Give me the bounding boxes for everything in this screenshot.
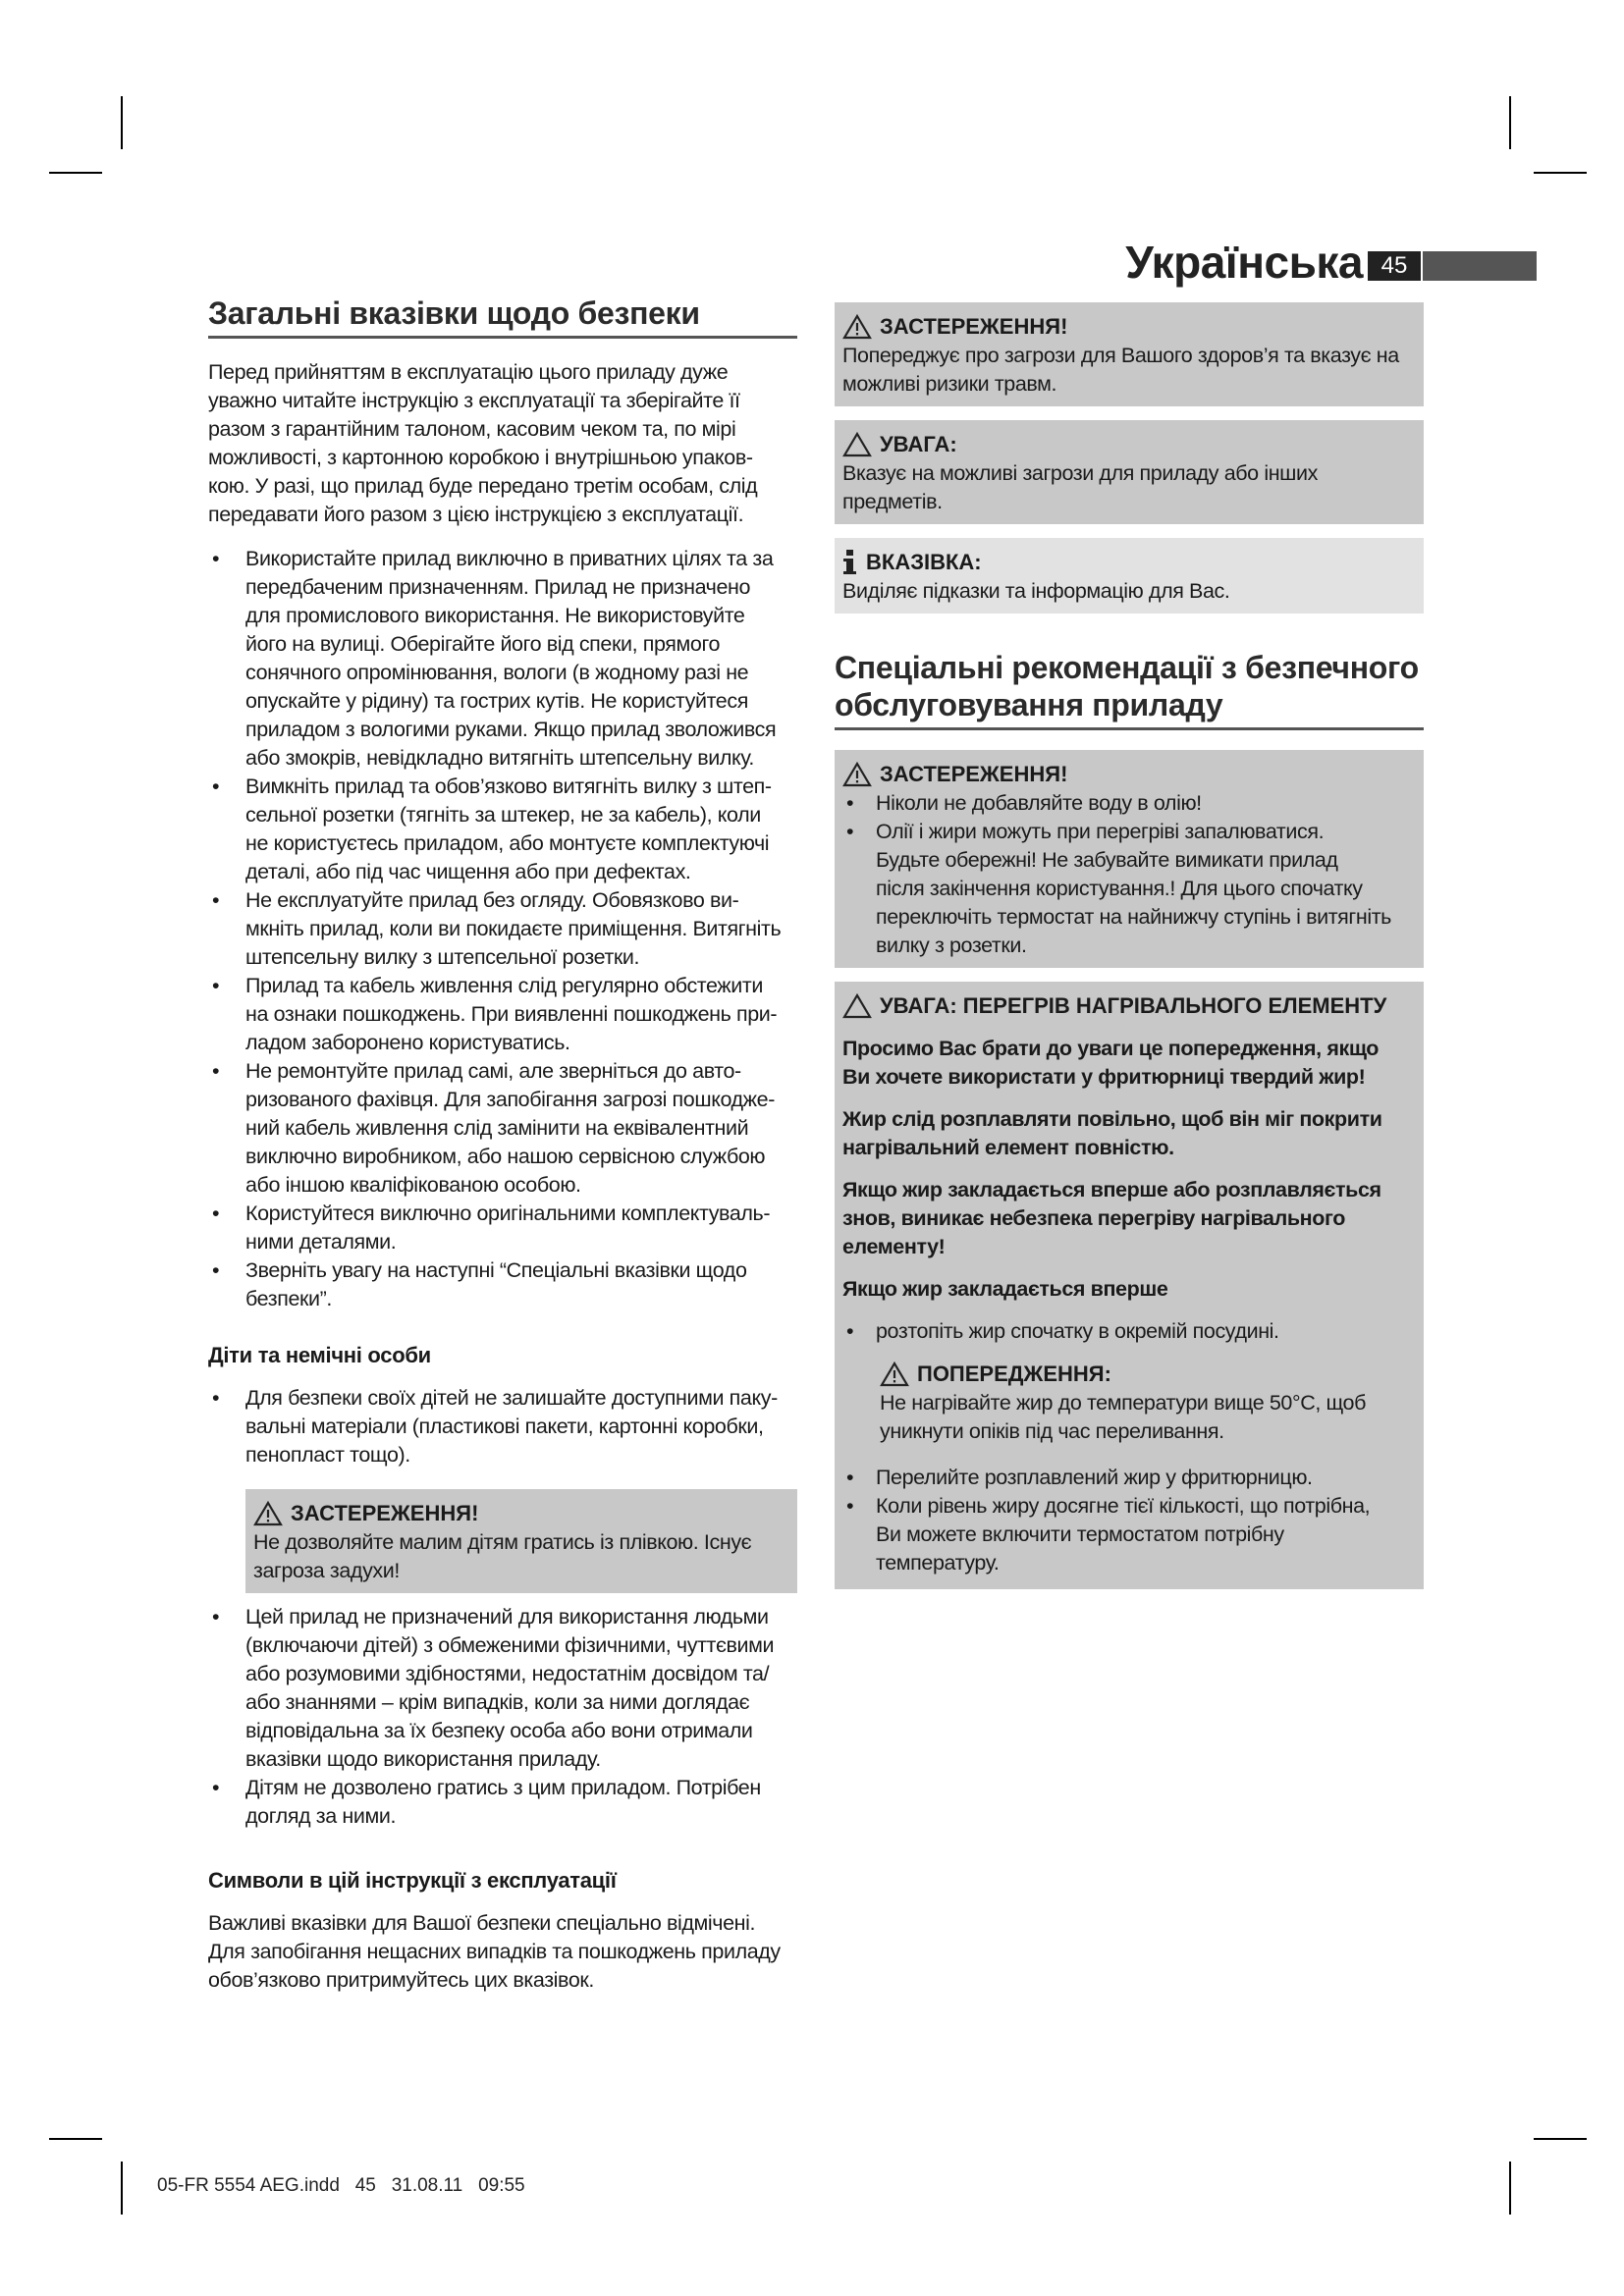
- warning-title: ЗАСТЕРЕЖЕННЯ!: [291, 1501, 479, 1525]
- warning-definition-box: ЗАСТЕРЕЖЕННЯ! Попереджує про загрози для Вашого здоров’я та вказує на можливі ризики травм.: [835, 302, 1424, 406]
- list-item: • Користуйтеся виключно оригінальними комплектуваль- ними деталями.: [208, 1200, 797, 1256]
- symbols-paragraph: Важливі вказівки для Вашої безпеки спеціально відмічені. Для запобігання нещасних випадків та пошкоджень приладу обов’язково притримуйтесь цих вказівок.: [208, 1911, 781, 1992]
- children-list: [208, 1384, 797, 1469]
- caution-definition-box: УВАГА: Вказує на можливі загрози для приладу або інших предметів.: [835, 420, 1424, 524]
- list-item: • Ніколи не добавляйте воду в олію!: [842, 789, 1414, 818]
- crop-mark: [1534, 172, 1587, 174]
- list-item: • Використайте прилад виключно в приватних цілях та за передбаченим призначенням. Прилад не призначено для промислового використання. Не використовуйте його на вулиці. Оберігайте його від спеки, прямого сонячного опромінювання, вологи (в жодному разі не опускайте у рідину) та гострих кутів. Не користуйтеся приладом з вологими руками. Якщо прилад зволожився або змокрів, невідкладно витягніть штепсельну вилку.: [208, 545, 797, 773]
- list-item: • Зверніть увагу на наступні “Спеціальні вказівки щодо безпеки”.: [208, 1256, 797, 1313]
- list-item: • Цей прилад не призначений для використання людьми (включаючи дітей) з обмеженими фізичними, чуттєвими або розумовими здібностями, недостатнім досвідом та/ або знаннями – крім випадків, коли за ними доглядає відповідальна за їх безпеку особа або вони отримали вказівки щодо використання приладу.: [208, 1603, 797, 1774]
- crop-mark: [1509, 2162, 1511, 2215]
- crop-mark: [121, 96, 123, 149]
- note-definition-box: ВКАЗІВКА: Виділяє підказки та інформацію для Вас.: [835, 538, 1424, 614]
- info-icon: [842, 549, 858, 576]
- safety-list: [208, 545, 797, 1313]
- overheat-warning-box: УВАГА: ПЕРЕГРІВ НАГРІВАЛЬНОГО ЕЛЕМЕНТУ Просимо Вас брати до уваги це попередження, якщо Ви хочете використати у фритюрниці твердий жир! Жир слід розплавляти повільно, щоб він міг покрити нагрівальний елемент повністю. Якщо жир закладається вперше або розплавляється знов, виникає небезпека перегріву нагрівального елементу! Якщо жир закладається вперше • розтопіть жир спочатку в окремій посудині. ПОПЕРЕДЖЕННЯ: Не нагрівайте жир до температури вище 50°C, щоб уникнути опіків під час переливання. • Перелийте розплавлений жир у фритюрницю. • Коли рівень жиру досягне тієї кількості, що потрібна, Ви можете включити термостатом потрібну температуру.: [835, 982, 1424, 1589]
- warning-triangle-icon: [842, 314, 872, 340]
- crop-mark: [1534, 2138, 1587, 2140]
- crop-mark: [49, 2138, 102, 2140]
- list-item: • Прилад та кабель живлення слід регулярно обстежити на ознаки пошкоджень. При виявленні пошкоджень при- ладом заборонено користуватись.: [208, 972, 797, 1057]
- crop-mark: [1509, 96, 1511, 149]
- page-number: 45: [1368, 251, 1421, 281]
- crop-mark: [121, 2162, 123, 2215]
- warning-triangle-icon: [253, 1501, 283, 1526]
- list-item: • Олії і жири можуть при перегріві запалюватися. Будьте обережні! Не забувайте вимикати прилад після закінчення користування.! Для цього спочатку переключіть термостат на найнижчу ступінь і витягніть вилку з розетки.: [842, 818, 1414, 960]
- list-item: • Перелийте розплавлений жир у фритюрницю.: [842, 1464, 1414, 1492]
- list-item: • Коли рівень жиру досягне тієї кількості, що потрібна, Ви можете включити термостатом потрібну температуру.: [842, 1492, 1414, 1577]
- list-item: • розтопіть жир спочатку в окремій посудині.: [842, 1317, 1414, 1346]
- list-item: • Вимкніть прилад та обов’язково витягніть вилку з штеп- сельної розетки (тягніть за штекер, не за кабель), коли не користуєтесь приладом, або монтуєте комплектуючі деталі, або під час чищення або при дефектах.: [208, 773, 797, 886]
- crop-mark: [49, 172, 102, 174]
- section-title-general-safety: Загальні вказівки щодо безпеки: [208, 294, 797, 339]
- intro-paragraph: Перед прийняттям в експлуатацію цього приладу дуже уважно читайте інструкцію з експлуатації та зберігайте її разом з гарантійним талоном, касовим чеком та, по мірі можливості, з картонною коробкою і внутрішньою упаков- кою. У разі, що прилад буде передано третім особам, слід передавати його разом з цією інструкцією з експлуатації.: [208, 360, 758, 526]
- caution-triangle-icon: [842, 993, 872, 1019]
- right-column: [835, 302, 1424, 1589]
- list-item: • Не ремонтуйте прилад самі, але зверніться до авто- ризованого фахівця. Для запобігання загрозі пошкодже- ний кабель живлення слід замінити на еквівалентний виключно виробником, або нашою сервісною службою або іншою кваліфікованою особою.: [208, 1057, 797, 1200]
- section-title-special: Спеціальні рекомендації з безпечного обслуговування приладу: [835, 649, 1424, 730]
- language-title: Українська: [1125, 237, 1363, 288]
- children-title: Діти та немічні особи: [208, 1343, 431, 1367]
- caution-triangle-icon: [842, 432, 872, 457]
- symbols-title: Символи в цій інструкції з експлуатації: [208, 1868, 617, 1893]
- children-list-2: [208, 1603, 797, 1831]
- left-column: [208, 294, 797, 1995]
- header-bar: [1423, 251, 1537, 281]
- warning-triangle-icon: [880, 1362, 909, 1387]
- footer-file-info: 05-FR 5554 AEG.indd 45 31.08.11 09:55: [157, 2175, 525, 2196]
- list-item: • Не експлуатуйте прилад без огляду. Обовязково ви- мкніть прилад, коли ви покидаєте приміщення. Витягніть штепсельну вилку з штепсельної розетки.: [208, 886, 797, 972]
- overheat-subwarning: ПОПЕРЕДЖЕННЯ: Не нагрівайте жир до температури вище 50°C, щоб уникнути опіків під час переливання.: [880, 1362, 1366, 1443]
- list-item: • Для безпеки своїх дітей не залишайте доступними паку- вальні матеріали (пластикові пакети, картонні коробки, пенопласт тощо).: [208, 1384, 797, 1469]
- children-warning-box: ЗАСТЕРЕЖЕННЯ! Не дозволяйте малим дітям гратись із плівкою. Існує загроза задухи!: [245, 1489, 797, 1593]
- oil-warning-box: ЗАСТЕРЕЖЕННЯ! • Ніколи не добавляйте воду в олію! • Олії і жири можуть при перегріві запалюватися. Будьте обережні! Не забувайте вимикати прилад після закінчення користування.! Для цього спочатку переключіть термостат на найнижчу ступінь і витягніть вилку з розетки.: [835, 750, 1424, 968]
- list-item: • Дітям не дозволено гратись з цим приладом. Потрібен догляд за ними.: [208, 1774, 797, 1831]
- warning-triangle-icon: [842, 762, 872, 787]
